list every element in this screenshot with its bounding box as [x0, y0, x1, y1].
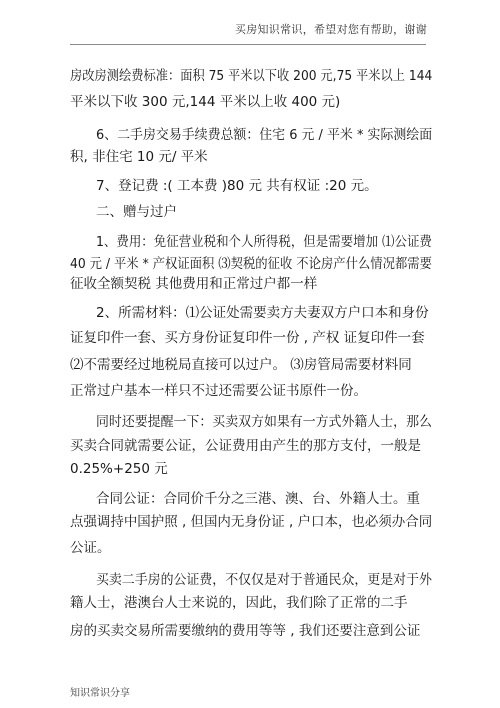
- body-line: 6、二手房交易手续费总额：住宅 6 元 / 平米 * 实际测绘面: [96, 127, 433, 143]
- body-line: 积, 非住宅 10 元/ 平米: [70, 149, 208, 165]
- page-footer: 知识常识分享: [70, 688, 130, 699]
- body-line: 买卖合同就需要公证，公证费用由产生的那方支付，一般是: [70, 438, 421, 454]
- body-line: 40 元 / 平米 * 产权证面积 ⑶契税的征收 不论房产什么情况都需要: [70, 256, 432, 272]
- body-line: 同时还要提醒一下：买卖双方如果有一方式外籍人士，那么: [96, 414, 432, 430]
- body-line: 0.25%+250 元: [70, 461, 168, 477]
- body-line: 买卖二手房的公证费，不仅仅是对于普通民众，更是对于外: [96, 572, 432, 588]
- body-line: 房的买卖交易所需要缴纳的费用等等 , 我们还要注意到公证: [70, 623, 421, 639]
- body-line: 2、所需材料：⑴公证处需要卖方夫妻双方户口本和身份: [96, 305, 429, 321]
- body-line: 籍人士，港澳台人士来说的，因此，我们除了正常的二手: [70, 595, 408, 611]
- header-divider: [70, 44, 426, 45]
- body-line: 合同公证：合同价千分之三港、澳、台、外籍人士。重: [96, 491, 420, 507]
- body-line: 证复印件一套、买方身份证复印件一份 , 产权 证复印件一套: [70, 330, 425, 346]
- section-heading: 二、赠与过户: [96, 204, 177, 220]
- body-line: 1、费用：免征营业税和个人所得税，但是需要增加 ⑴公证费: [96, 234, 432, 250]
- body-line: 正常过户基本一样只不过还需要公证书原件一份。: [70, 383, 367, 399]
- body-line: 公证。: [70, 540, 111, 556]
- body-line: 平米以下收 300 元,144 平米以上收 400 元): [70, 94, 341, 110]
- body-line: ⑵不需要经过地税局直接可以过户。 ⑶房管局需要材料同: [70, 357, 412, 373]
- body-line: 点强调持中国护照 , 但国内无身份证 , 户口本，也必须办合同: [70, 514, 433, 530]
- body-line: 房改房测绘费标准：面积 75 平米以下收 200 元,75 平米以上 144: [70, 68, 433, 84]
- page-header: 买房知识常识，希望对您有帮助，谢谢: [234, 23, 427, 36]
- body-line: 7、登记费 :( 工本费 )80 元 共有权证 :20 元。: [96, 178, 378, 194]
- body-line: 征收全额契税 其他费用和正常过户都一样: [70, 276, 318, 292]
